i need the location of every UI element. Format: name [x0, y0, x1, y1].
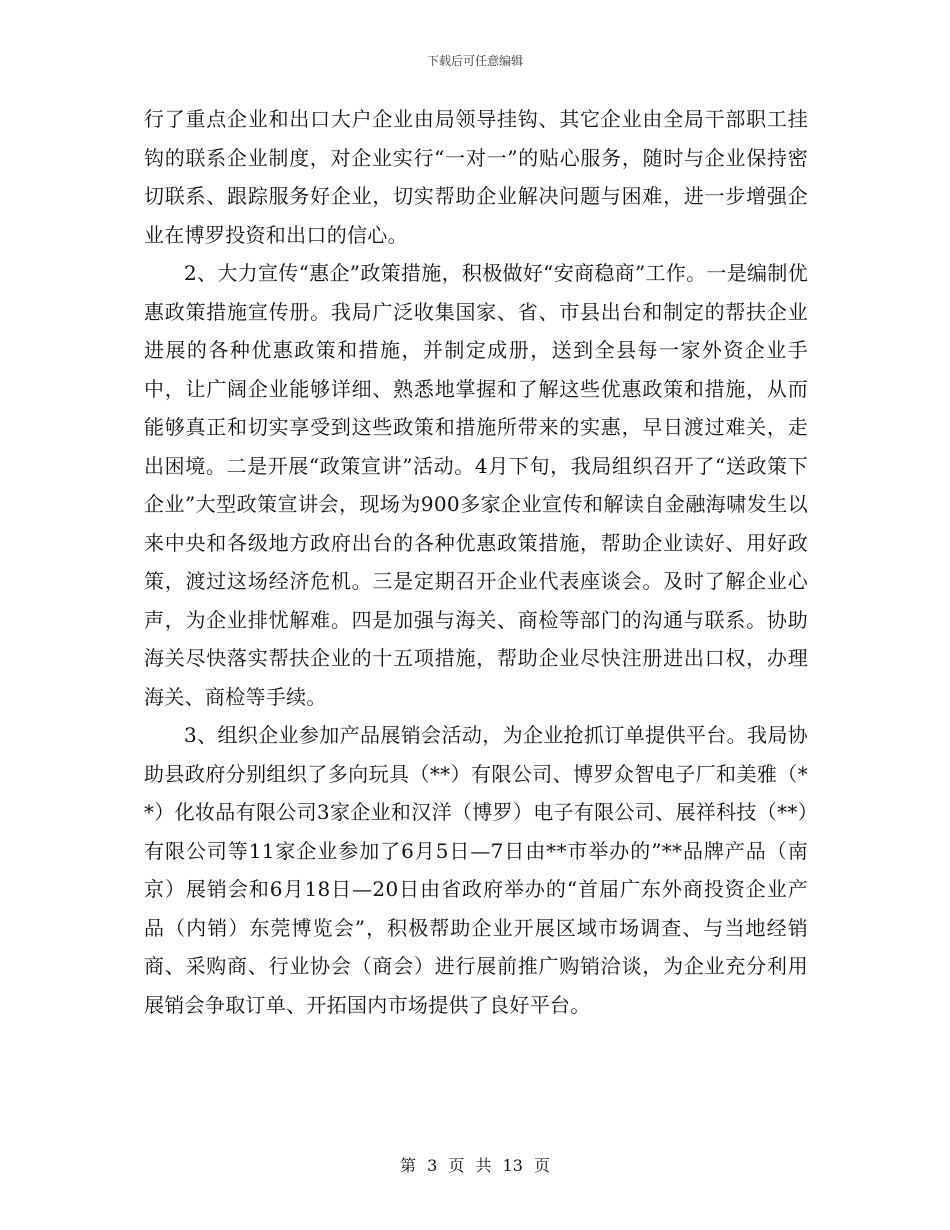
paragraph-continuation: 行了重点企业和出口大户企业由局领导挂钩、其它企业由全局干部职工挂钩的联系企业制度，对企业实行“一对一”的贴心服务，随时与企业保持密切联系、跟踪服务好企业，切实帮助企业解决问题与困难，进一步增强企业在博罗投资和出口的信心。 [144, 107, 808, 247]
header-note: 下载后可任意编辑 [426, 54, 523, 68]
paragraph-exhibition: 3、组织企业参加产品展销会活动，为企业抢抓订单提供平台。我局协助县政府分别组织了多向玩具（**）有限公司、博罗众智电子厂和美雅（**）化妆品有限公司3家企业和汉洋（博罗）电子有限公司、展祥科技（**）有限公司等11家企业参加了6月5日—7日由**市举办的”**品牌产品（南京）展销会和6月18日—20日由省政府举办的“首届广东外商投资企业产品（内销）东莞博览会”，积极帮助企业开展区域市场调查、与当地经销商、采购商、行业协会（商会）进行展前推广购销洽谈，为企业充分利用展销会争取订单、开拓国内市场提供了良好平台。 [144, 723, 808, 1017]
page-number: 第 3 页 共 13 页 [400, 1156, 550, 1175]
document-body [144, 100, 808, 1024]
paragraph-policy-promotion: 2、大力宣传“惠企”政策措施，积极做好“安商稳商”工作。一是编制优惠政策措施宣传册。我局广泛收集国家、省、市县出台和制定的帮扶企业进展的各种优惠政策和措施，并制定成册，送到全县每一家外资企业手中，让广阔企业能够详细、熟悉地掌握和了解这些优惠政策和措施，从而能够真正和切实享受到这些政策和措施所带来的实惠，早日渡过难关，走出困境。二是开展“政策宣讲”活动。4月下旬，我局组织召开了“送政策下企业”大型政策宣讲会，现场为900多家企业宣传和解读自金融海啸发生以来中央和各级地方政府出台的各种优惠政策措施，帮助企业读好、用好政策，渡过这场经济危机。三是定期召开企业代表座谈会。及时了解企业心声，为企业排忧解难。四是加强与海关、商检等部门的沟通与联系。协助海关尽快落实帮扶企业的十五项措施，帮助企业尽快注册进出口权，办理海关、商检等手续。 [144, 261, 808, 709]
